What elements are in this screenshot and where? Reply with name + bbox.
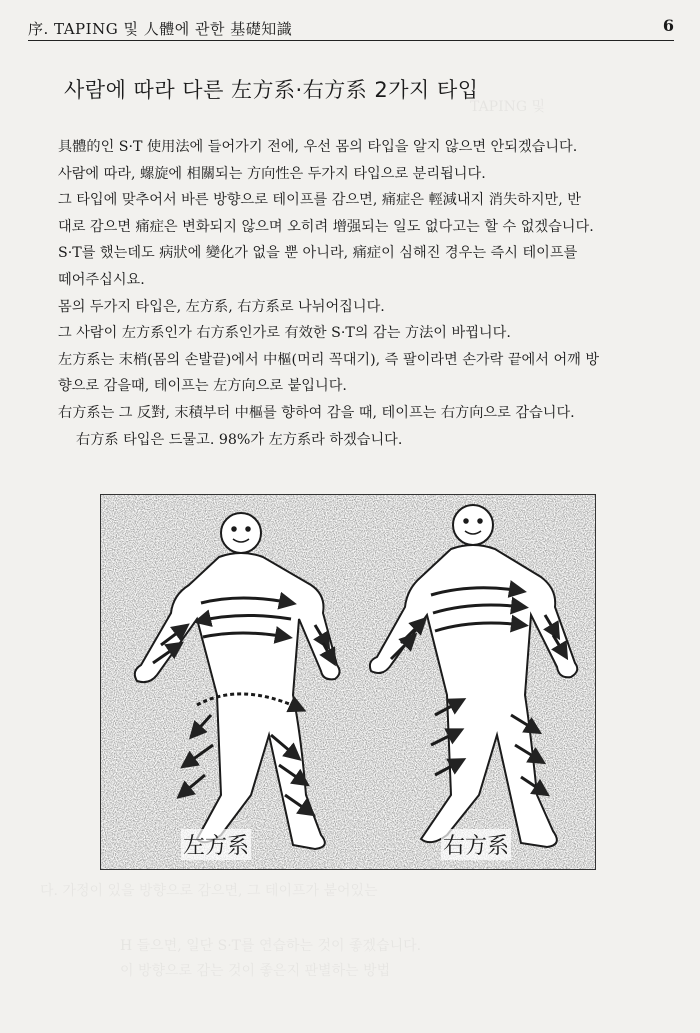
- bleed-through-text: 이 방향으로 감는 것이 좋은지 판별하는 방법: [120, 963, 391, 979]
- bleed-through-text: TAPING 및: [470, 99, 546, 115]
- section-title: 사람에 따라 다른 左方系·右方系 2가지 타입: [64, 78, 479, 102]
- paragraph-line: 몸의 두가지 타입은, 左方系, 右方系로 나뉘어집니다.: [58, 298, 385, 315]
- paragraph-line: 사람에 따라, 螺旋에 相關되는 方向性은 두가지 타입으로 분리됩니다.: [58, 165, 486, 182]
- paragraph-line: 향으로 감을때, 테이프는 左方向으로 붙입니다.: [58, 378, 347, 395]
- paragraph-line: 右方系는 그 反對, 末積부터 中樞를 향하여 감을 때, 테이프는 右方向으로 감습니다.: [58, 404, 575, 421]
- bleed-through-text: H 들으면, 일단 S·T를 연습하는 것이 좋겠습니다.: [120, 938, 422, 954]
- paragraph-line: 그 타입에 맞추어서 바른 방향으로 테이프를 감으면, 痛症은 輕減내지 消失하지만, 반: [58, 192, 581, 209]
- right-type-label: 右方系: [441, 829, 511, 860]
- paragraph-line: 左方系는 末梢(몸의 손발끝)에서 中樞(머리 꼭대기), 즉 팔이라면 손가락 끝에서 어깨 방: [58, 351, 600, 368]
- running-header: [28, 14, 674, 41]
- paragraph-line: 그 사람이 左方系인가 右方系인가로 有效한 S·T의 감는 方法이 바뀝니다.: [58, 325, 511, 342]
- paragraph-line: 대로 감으면 痛症은 변화되지 않으며 오히려 增强되는 일도 없다고는 할 수 없겠습니다.: [58, 218, 594, 235]
- paragraph-line: 떼어주십시요.: [58, 271, 145, 288]
- paragraph-line: S·T를 했는데도 病狀에 變化가 없을 뿐 아니라, 痛症이 심해진 경우는 즉시 테이프를: [58, 245, 578, 262]
- header-title: 序. TAPING 및 人體에 관한 基礎知識: [28, 20, 293, 38]
- left-type-label: 左方系: [181, 829, 251, 860]
- figure-illustration: [101, 495, 595, 869]
- paragraph-line: 右方系 타입은 드물고. 98%가 左方系라 하겠습니다.: [76, 431, 403, 448]
- bleed-through-text: 다. 가정이 있을 방향으로 감으면, 그 테이프가 붙어있는: [40, 883, 378, 899]
- body-text: [58, 134, 668, 453]
- paragraph-line: 具體的인 S·T 使用法에 들어가기 전에, 우선 몸의 타입을 알지 않으면 안되겠습니다.: [58, 139, 578, 155]
- page-number: 6: [662, 16, 674, 35]
- body-type-figure: [100, 494, 596, 870]
